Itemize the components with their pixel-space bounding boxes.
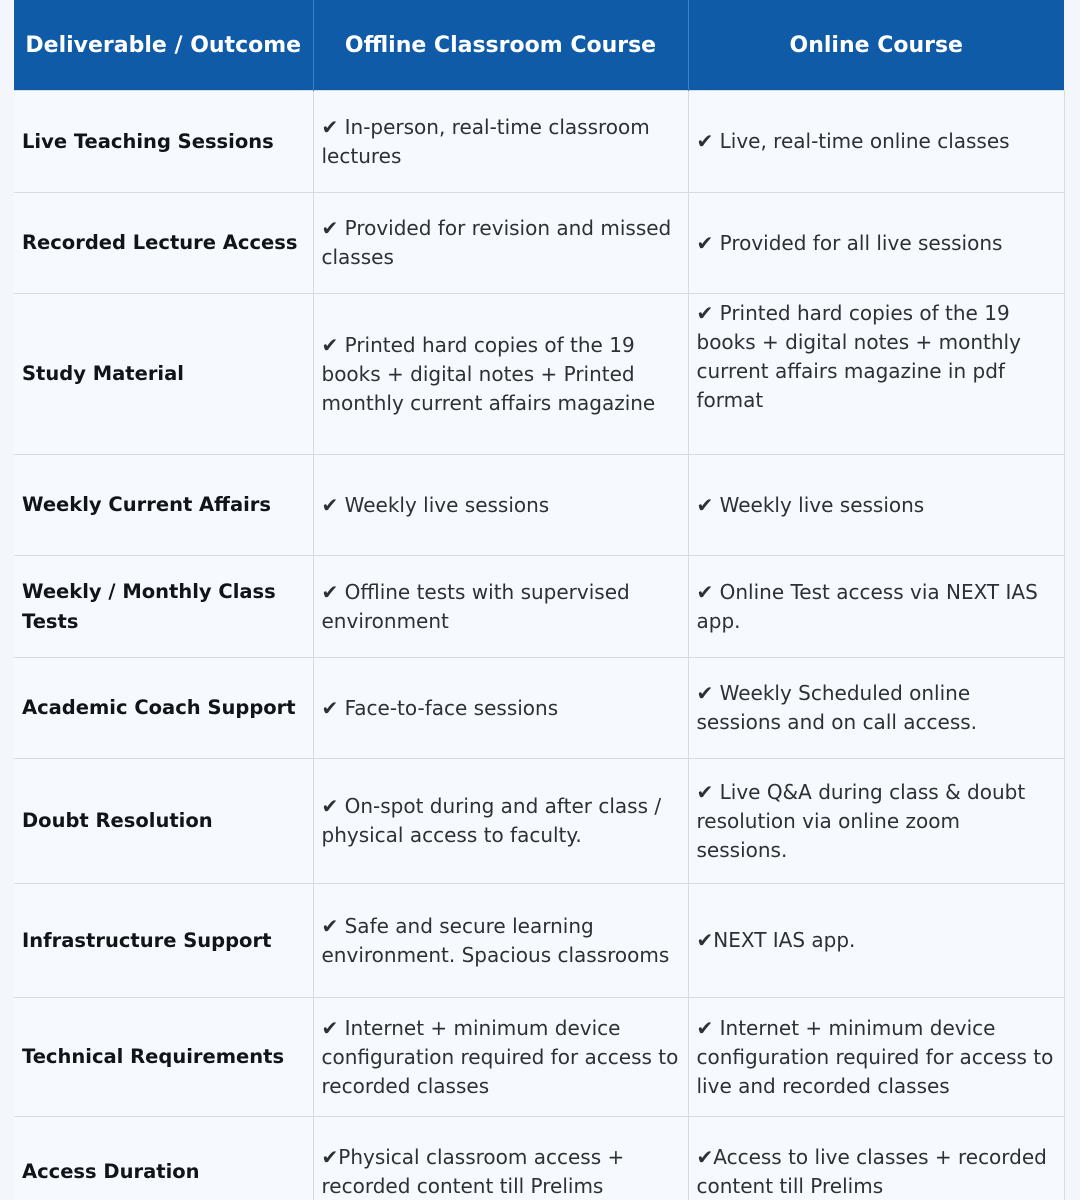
offline-cell: ✔ Face-to-face sessions xyxy=(313,658,688,759)
table-body xyxy=(14,91,1064,1200)
online-cell: ✔ Live Q&A during class & doubt resolution via online zoom sessions. xyxy=(688,759,1064,884)
feature-cell: Academic Coach Support xyxy=(14,658,313,759)
feature-cell: Infrastructure Support xyxy=(14,884,313,998)
table-row xyxy=(14,556,1064,658)
header-offline-course: Offline Classroom Course xyxy=(313,0,688,91)
online-cell: ✔ Live, real-time online classes xyxy=(688,91,1064,193)
header-row xyxy=(14,0,1064,91)
offline-cell: ✔ Printed hard copies of the 19 books + digital notes + Printed monthly current affairs magazine xyxy=(313,294,688,455)
table-row xyxy=(14,884,1064,998)
table-row xyxy=(14,658,1064,759)
online-cell: ✔ Internet + minimum device configuration required for access to live and recorded classes xyxy=(688,998,1064,1117)
header-deliverable: Deliverable / Outcome xyxy=(14,0,313,91)
online-cell: ✔ Weekly Scheduled online sessions and on call access. xyxy=(688,658,1064,759)
online-cell: ✔ Online Test access via NEXT IAS app. xyxy=(688,556,1064,658)
offline-cell: ✔ Safe and secure learning environment. Spacious classrooms xyxy=(313,884,688,998)
offline-cell: ✔ Offline tests with supervised environment xyxy=(313,556,688,658)
offline-cell: ✔ In-person, real-time classroom lectures xyxy=(313,91,688,193)
feature-cell: Live Teaching Sessions xyxy=(14,91,313,193)
table-row xyxy=(14,759,1064,884)
feature-cell: Weekly / Monthly Class Tests xyxy=(14,556,313,658)
table-row xyxy=(14,455,1064,556)
online-cell: ✔ Printed hard copies of the 19 books + digital notes + monthly current affairs magazine in pdf format xyxy=(688,294,1064,455)
feature-cell: Access Duration xyxy=(14,1117,313,1200)
feature-cell: Doubt Resolution xyxy=(14,759,313,884)
table-header xyxy=(14,0,1064,91)
online-cell: ✔ Weekly live sessions xyxy=(688,455,1064,556)
feature-cell: Weekly Current Affairs xyxy=(14,455,313,556)
feature-cell: Study Material xyxy=(14,294,313,455)
offline-cell: ✔ Provided for revision and missed classes xyxy=(313,193,688,294)
course-comparison-table xyxy=(14,0,1065,1200)
online-cell: ✔Access to live classes + recorded content till Prelims xyxy=(688,1117,1064,1200)
table-row xyxy=(14,998,1064,1117)
feature-cell: Technical Requirements xyxy=(14,998,313,1117)
offline-cell: ✔Physical classroom access + recorded content till Prelims xyxy=(313,1117,688,1200)
table-row xyxy=(14,294,1064,455)
table-row xyxy=(14,1117,1064,1200)
online-cell: ✔ Provided for all live sessions xyxy=(688,193,1064,294)
table-row xyxy=(14,91,1064,193)
header-online-course: Online Course xyxy=(688,0,1064,91)
online-cell: ✔NEXT IAS app. xyxy=(688,884,1064,998)
offline-cell: ✔ Weekly live sessions xyxy=(313,455,688,556)
feature-cell: Recorded Lecture Access xyxy=(14,193,313,294)
offline-cell: ✔ On-spot during and after class / physical access to faculty. xyxy=(313,759,688,884)
table-row xyxy=(14,193,1064,294)
offline-cell: ✔ Internet + minimum device configuration required for access to recorded classes xyxy=(313,998,688,1117)
